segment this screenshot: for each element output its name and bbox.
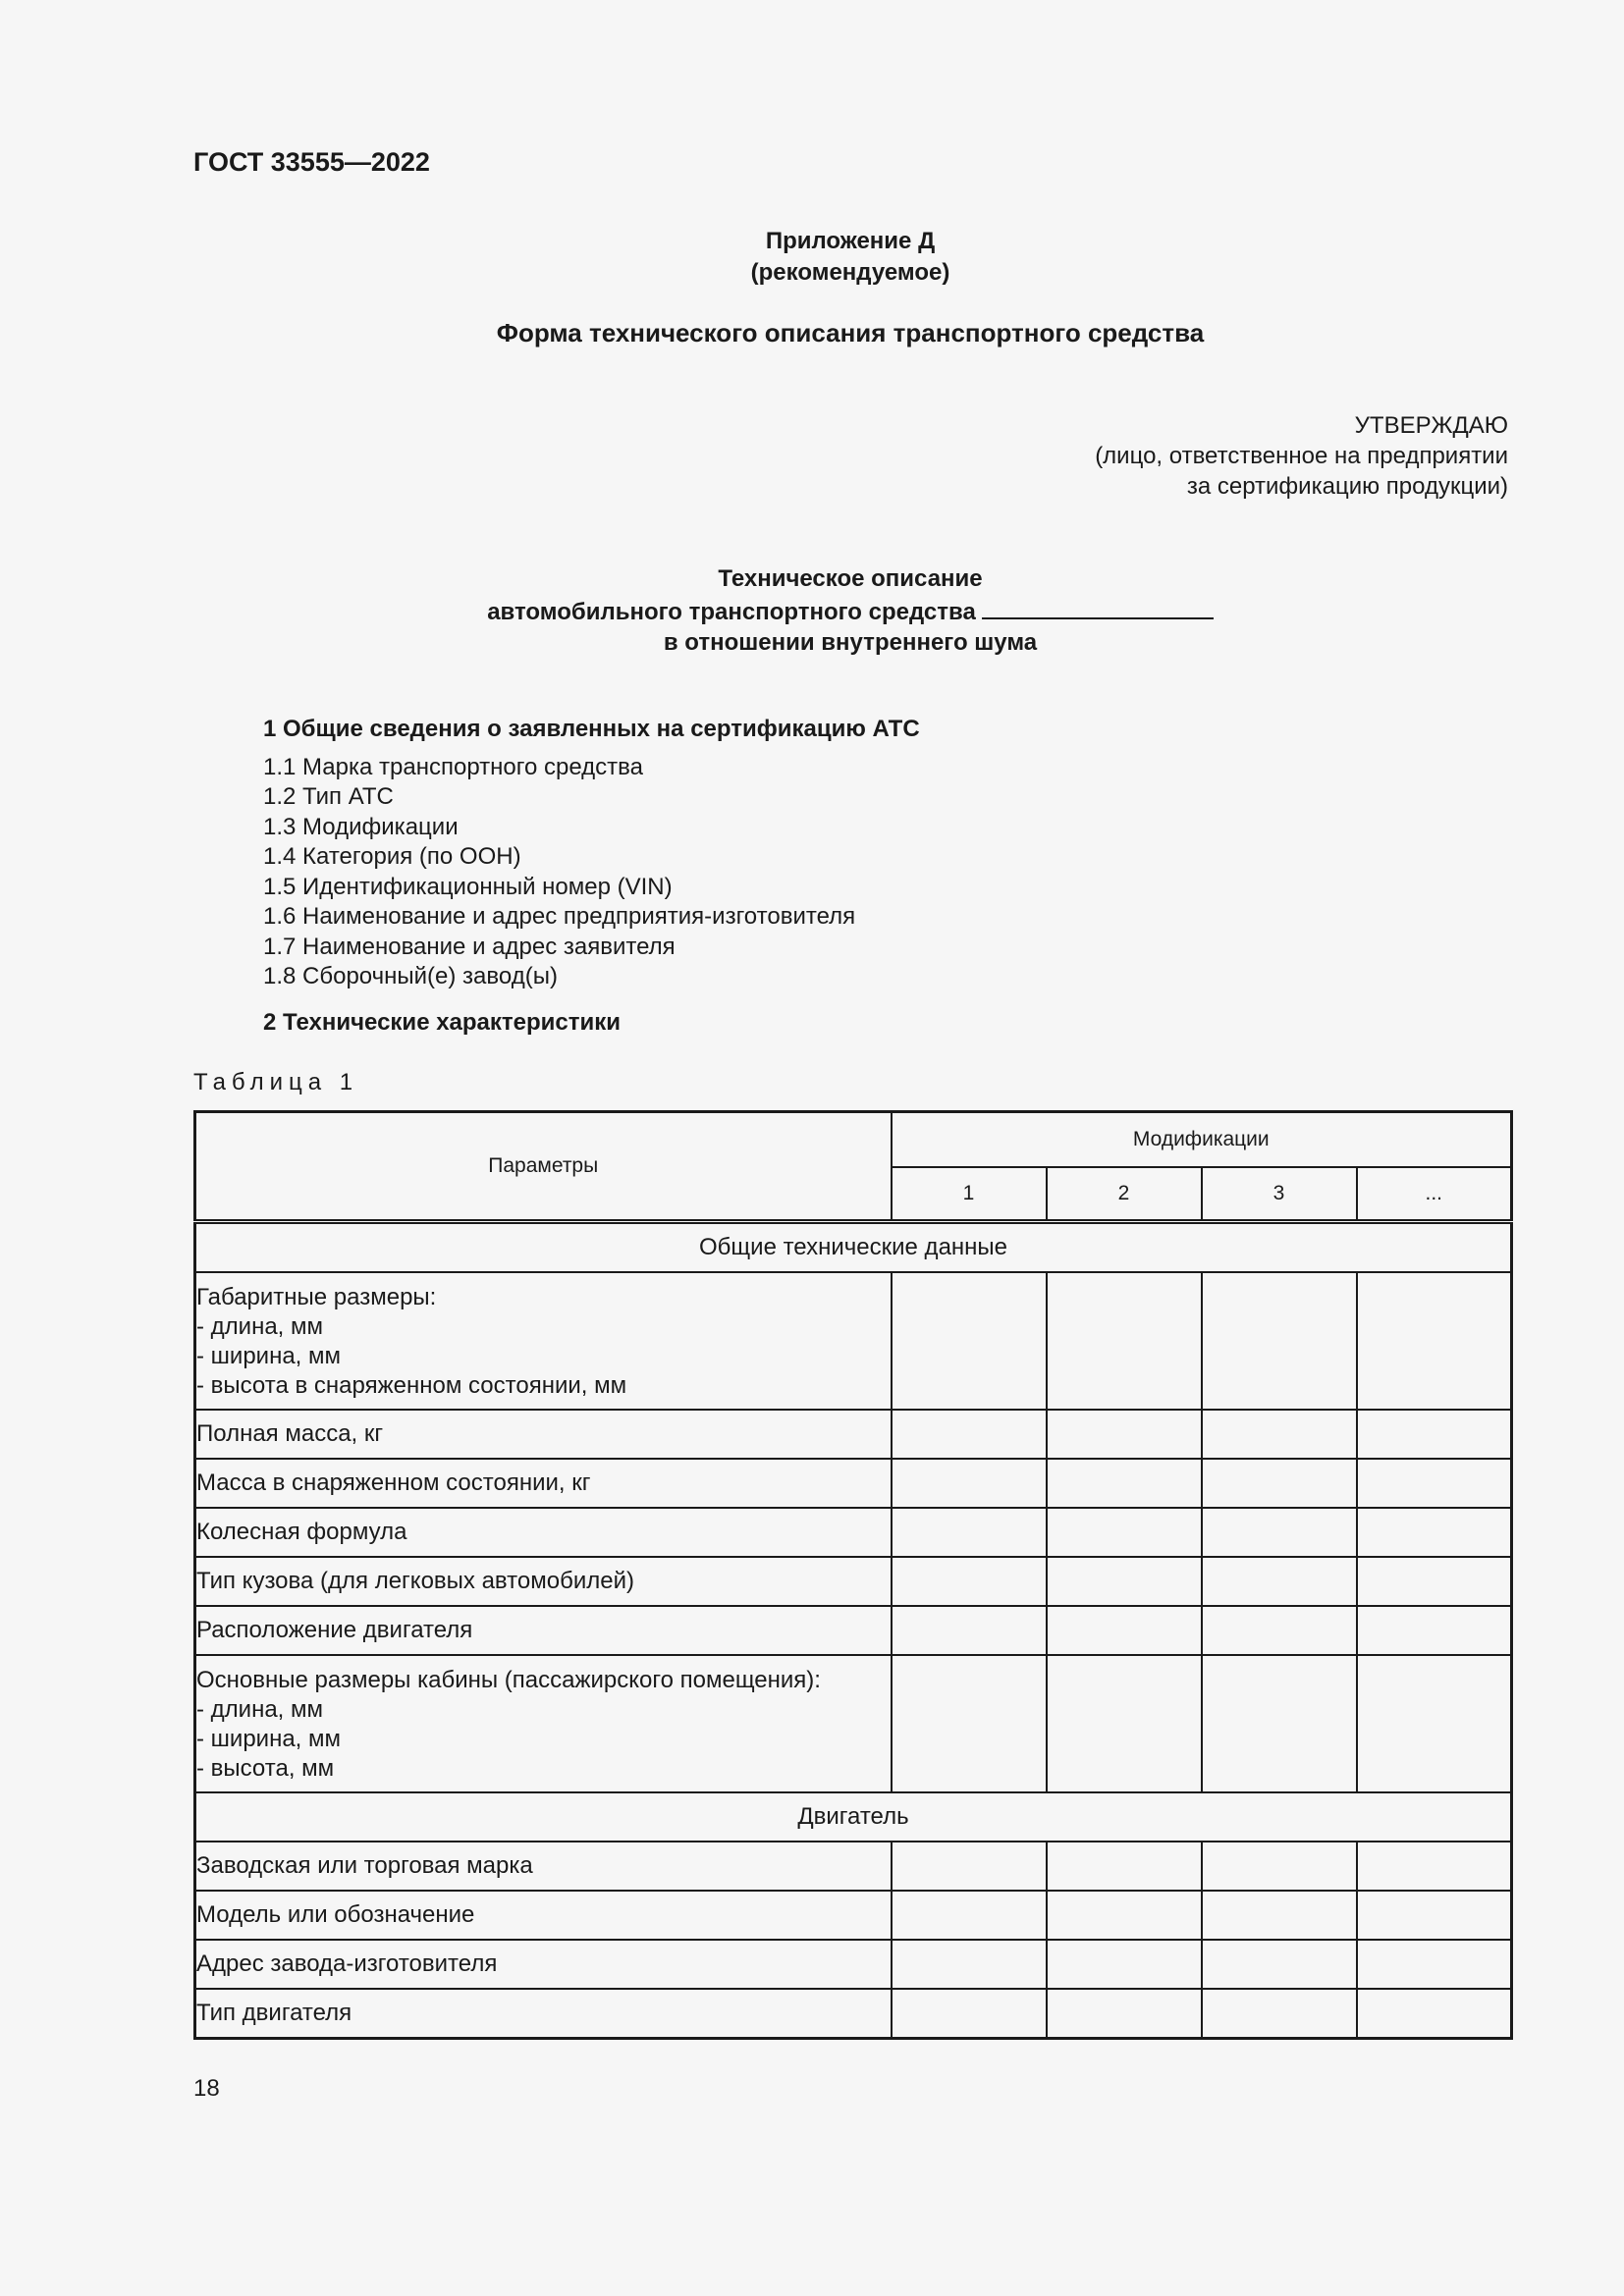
approval-person-line2: за сертификацию продукции) [1186,473,1508,500]
value-cell[interactable] [1357,1410,1512,1459]
param-line: - ширина, мм [196,1343,342,1369]
value-cell[interactable] [1202,1557,1357,1606]
value-cell[interactable] [1357,1606,1512,1655]
param-cell: Модель или обозначение [195,1891,892,1940]
header-params: Параметры [195,1112,892,1222]
description-title [0,563,1624,658]
value-cell[interactable] [1047,1842,1202,1891]
parameters-table [193,1110,1513,2040]
value-cell[interactable] [1202,1891,1357,1940]
header-mod-2: 2 [1047,1167,1202,1222]
value-cell[interactable] [1047,1891,1202,1940]
value-cell[interactable] [1202,1940,1357,1989]
table-row [195,1842,1512,1891]
list-item: 1.6 Наименование и адрес предприятия-изготовителя [263,903,856,930]
value-cell[interactable] [1202,1508,1357,1557]
value-cell[interactable] [1202,1410,1357,1459]
value-cell[interactable] [1047,1272,1202,1410]
list-item: 1.5 Идентификационный номер (VIN) [263,873,673,900]
param-cell: Тип двигателя [195,1989,892,2039]
header-mod-more: ... [1357,1167,1512,1222]
value-cell[interactable] [1202,1989,1357,2039]
table-row [195,1557,1512,1606]
value-cell[interactable] [892,1655,1047,1792]
value-cell[interactable] [1047,1557,1202,1606]
table-row [195,1606,1512,1655]
table-row [195,1655,1512,1792]
value-cell[interactable] [1357,1655,1512,1792]
value-cell[interactable] [1047,1606,1202,1655]
param-cell [195,1272,892,1410]
value-cell[interactable] [892,1272,1047,1410]
value-cell[interactable] [892,1940,1047,1989]
approval-person-line1: (лицо, ответственное на предприятии [1095,443,1508,469]
table-header-row [195,1112,1512,1168]
table-row [195,1508,1512,1557]
value-cell[interactable] [892,1891,1047,1940]
value-cell[interactable] [1202,1606,1357,1655]
param-cell: Расположение двигателя [195,1606,892,1655]
list-item: 1.1 Марка транспортного средства [263,753,643,780]
param-cell: Адрес завода-изготовителя [195,1940,892,1989]
value-cell[interactable] [1357,1940,1512,1989]
value-cell[interactable] [1357,1557,1512,1606]
header-mod-1: 1 [892,1167,1047,1222]
list-item: 1.2 Тип АТС [263,783,394,810]
table-row [195,1459,1512,1508]
value-cell[interactable] [892,1508,1047,1557]
value-cell[interactable] [1357,1508,1512,1557]
list-item: 1.4 Категория (по ООН) [263,843,521,870]
param-cell: Тип кузова (для легковых автомобилей) [195,1557,892,1606]
value-cell[interactable] [1047,1989,1202,2039]
param-cell: Колесная формула [195,1508,892,1557]
section-heading: 2 Технические характеристики [263,1009,622,1036]
appendix-title: Приложение Д [765,228,936,254]
param-line: - высота, мм [196,1755,335,1782]
value-cell[interactable] [1357,1459,1512,1508]
value-cell[interactable] [1357,1842,1512,1891]
list-item: 1.8 Сборочный(е) завод(ы) [263,963,558,989]
value-cell[interactable] [892,1606,1047,1655]
param-line: - длина, мм [196,1313,324,1340]
param-cell [195,1655,892,1792]
table-row [195,1272,1512,1410]
document-code: ГОСТ 33555—2022 [193,147,430,177]
value-cell[interactable] [892,1842,1047,1891]
description-line3: в отношении внутреннего шума [663,629,1038,656]
value-cell[interactable] [1202,1842,1357,1891]
param-cell: Заводская или торговая марка [195,1842,892,1891]
table-row [195,1940,1512,1989]
value-cell[interactable] [1202,1459,1357,1508]
list-item: 1.3 Модификации [263,813,459,840]
value-cell[interactable] [892,1459,1047,1508]
description-line2 [0,594,1624,627]
value-cell[interactable] [1202,1272,1357,1410]
param-line: Основные размеры кабины (пассажирского помещения): [196,1667,821,1693]
list-item: 1.7 Наименование и адрес заявителя [263,933,676,960]
header-mod-3: 3 [1202,1167,1357,1222]
param-line: - высота в снаряженном состоянии, мм [196,1372,627,1399]
table-group-row [195,1222,1512,1273]
value-cell[interactable] [1357,1989,1512,2039]
param-cell: Полная масса, кг [195,1410,892,1459]
appendix-status: (рекомендуемое) [750,259,950,286]
appendix-heading [0,226,1624,289]
section-general-info [263,715,920,992]
table-caption: Таблица 1 [193,1069,359,1095]
section-heading: 1 Общие сведения о заявленных на сертификацию АТС [263,716,920,742]
page-number: 18 [193,2075,220,2102]
header-modifications: Модификации [892,1112,1512,1168]
value-cell[interactable] [1047,1410,1202,1459]
group-engine-label: Двигатель [195,1792,1512,1842]
value-cell[interactable] [892,1410,1047,1459]
vehicle-name-blank-field[interactable] [982,594,1214,619]
value-cell[interactable] [1202,1655,1357,1792]
param-line: - длина, мм [196,1696,324,1723]
param-line: Габаритные размеры: [196,1284,437,1310]
form-title: Форма технического описания транспортного средства [496,318,1205,347]
param-cell: Масса в снаряженном состоянии, кг [195,1459,892,1508]
param-line: - ширина, мм [196,1726,342,1752]
approval-word: УТВЕРЖДАЮ [1354,412,1508,439]
value-cell[interactable] [1047,1508,1202,1557]
section-tech-specs [263,1008,621,1039]
value-cell[interactable] [892,1989,1047,2039]
table-row [195,1989,1512,2039]
table-row [195,1891,1512,1940]
description-line2-text: автомобильного транспортного средства [487,599,976,625]
approval-block [1095,410,1508,502]
table-group-row [195,1792,1512,1842]
value-cell[interactable] [1047,1459,1202,1508]
description-line1: Техническое описание [718,565,983,592]
table-row [195,1410,1512,1459]
group-general-label: Общие технические данные [195,1222,1512,1273]
value-cell[interactable] [1047,1655,1202,1792]
value-cell[interactable] [1357,1272,1512,1410]
value-cell[interactable] [1047,1940,1202,1989]
value-cell[interactable] [1357,1891,1512,1940]
value-cell[interactable] [892,1557,1047,1606]
